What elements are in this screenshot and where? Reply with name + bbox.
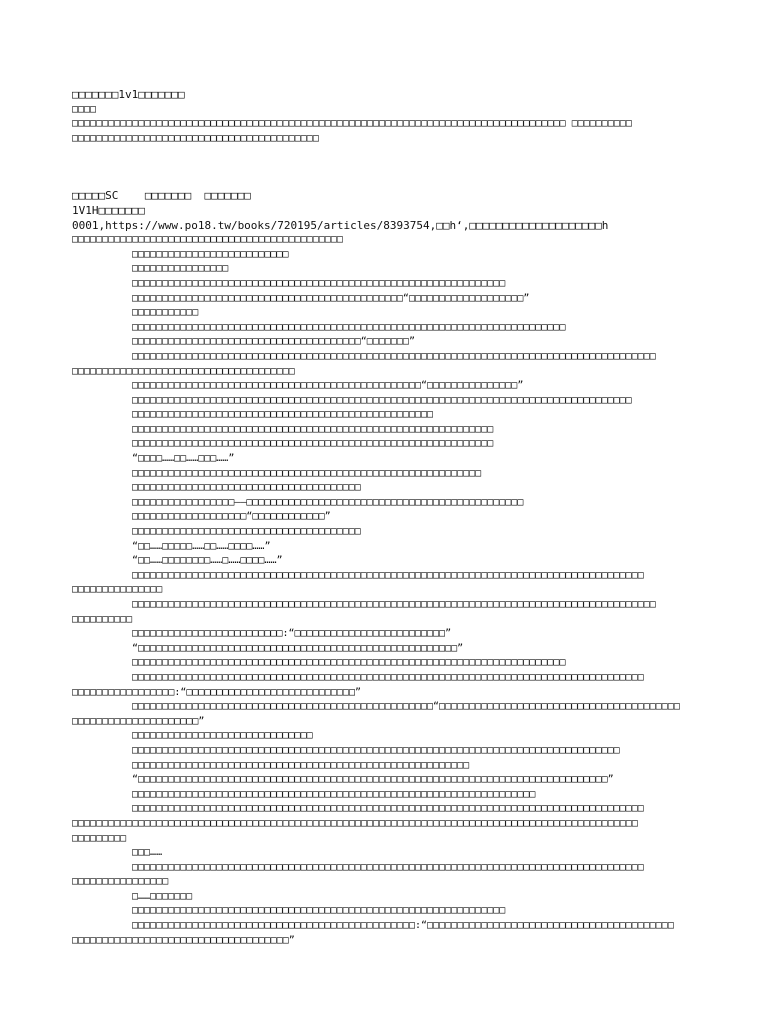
body-line: □□□□□□□□□ xyxy=(72,832,127,844)
body-line: □□□□□□□□□□□□□□□□□□□□□□□□□□□□□□□□□□□□□□□□□□□□□□□□□□□□□□□□□□□□□□□□□□□□□□□□□□□□□□□□□□□□□ xyxy=(132,861,644,873)
body-line: □□□□□□□□□□□□□□□□□□□□□□□□□□□□□□□□□□□□□□□□□□□□□□□□□□□□□□□□□□□□□□□□□□□ xyxy=(132,788,536,800)
body-line: □□□□□□□□□□□□□□□□□□□□□□□□□□□□□□ xyxy=(132,730,313,742)
body-line: □□□□□□□□□□□□□□□□□□□□□□□□□□□□□□□□□□□□□□□□□□□□□□□□“□□□□□□□□□□□□□□□” xyxy=(132,380,524,392)
source-line-continued: □□□□□□□□□□□□□□□□□□□□□□□□□□□□□□□□□□□□□□□□□□□□□ xyxy=(72,234,343,246)
body-line: □□□□□□□□□□□□□□□□□□□□□□□□□□□□□□□□□□□□□□□□□□□□□□□□□□□□□□□□ xyxy=(132,759,470,771)
body-line: □□□□□□□□□□□□□□□□□——□□□□□□□□□□□□□□□□□□□□□□□□□□□□□□□□□□□□□□□□□□□□□□ xyxy=(132,496,524,508)
body-line: □□□□□□□□□□ xyxy=(72,613,133,625)
body-line: □□□□□□□□□□□□□□□□□:“□□□□□□□□□□□□□□□□□□□□□□□□□□□□” xyxy=(72,686,361,698)
section-gap xyxy=(72,146,712,189)
body-line: □□□□□□□□□□□□□□□□□□□□□□□□□□□□□□□□□□□□□□□□□□□□□□□□□□□□□□□□□□□□□□□□□□□□□□□□ xyxy=(132,321,566,333)
body-line: “□□……□□□□□□□□……□……□□□□……” xyxy=(132,555,283,567)
body-line: □□□□□□□□□□□□□□□□ xyxy=(72,876,169,888)
body-line: □□□□□□□□□□□□□□□□□□□□□□□□□□□□□□□□□□□□□□□□□□□□□□□□□□□□□□□□□□□□□□□□□□□□□□□□□□□□□□□□□□□□□□□□□□□□□□ xyxy=(72,817,638,829)
body-text xyxy=(72,248,712,949)
body-line: □□□□□□□□□□□□□□□□□□□□□□□□□□□□□□□□□□□□” xyxy=(72,934,295,946)
intro-line-2: □□□□□□□□□□□□□□□□□□□□□□□□□□□□□□□□□□□□□□□□□ xyxy=(72,132,319,144)
body-line: □□□□□□□□□□□□□□□□□□□□□□□□□□□□□□□□□□□□□□□□□□□□□□□□□□□□□□□□□□□□□□□□□□□□□□□□□□□□□□□□□□□ xyxy=(132,394,632,406)
body-line: □□□□□□□□□□□□□□□ xyxy=(72,584,163,596)
body-line: □□□□□□□□□□□□□□□□□□□□□□□□□□□□□□□□□□□□□□□□□□□□□□□□□□“□□□□□□□□□□□□□□□□□□□□□□□□□□□□□□□□□□□□□□□□ xyxy=(132,701,680,713)
body-line: □□□□□□□□□□□ xyxy=(132,307,199,319)
body-line: □□□□□□□□□□□□□□□□□□□□□□□□□□□□□□□□□□□□□ xyxy=(72,365,295,377)
body-line: □……□□□□□□□ xyxy=(132,890,193,902)
body-line: □□□□□□□□□□□□□□□□□□□□□□□□□□□□□□□□□□□□□□□□□□□□□□□□□□□□□□□□□□□□□□□□□□□□□□□□□□□□□□□□□□□□□□□ xyxy=(132,350,656,362)
body-line: □□□□□□□□□□□□□□□□□□□□□□□□□□□□□□□□□□□□□□“□□□□□□□” xyxy=(132,336,415,348)
document-title: □□□□□□□1v1□□□□□□□ xyxy=(72,88,185,101)
body-line: □□□□□□□□□□□□□□□□□□□□□□□□□□□□□□□□□□□□□□□□□□□□□□□□□□□□□□□□□□□□ xyxy=(132,438,494,450)
body-line: □□□□□□□□□□□□□□□□□□□“□□□□□□□□□□□□” xyxy=(132,511,331,523)
body-line: “□□□□□□□□□□□□□□□□□□□□□□□□□□□□□□□□□□□□□□□□□□□□□□□□□□□□□□□□□□□□□□□□□□□□□□□□□□□□□□” xyxy=(132,774,614,786)
intro-line-1: □□□□□□□□□□□□□□□□□□□□□□□□□□□□□□□□□□□□□□□□□□□□□□□□□□□□□□□□□□□□□□□□□□□□□□□□□□□□□□□□□□ □□□□□□□□□□ xyxy=(72,118,632,130)
body-line: □□□□□□□□□□□□□□□□□□□□□□□□□□□□□□□□□□□□□□□□□□□□□□□□□□□□□□□□□□ xyxy=(132,467,482,479)
body-line: □□□□□□□□□□□□□□□□□□□□□□□□□□□□□□□□□□□□□□□□□□□□□“□□□□□□□□□□□□□□□□□□□” xyxy=(132,292,530,304)
body-line: □□□□□□□□□□□□□□□□□□□□□” xyxy=(72,715,205,727)
body-line: □□□□□□□□□□□□□□□□□□□□□□□□□□□□□□□□□□□□□□□□□□□□□□□:“□□□□□□□□□□□□□□□□□□□□□□□□□□□□□□□□□□□□□□□□□ xyxy=(132,920,674,932)
body-line: “□□□□□□□□□□□□□□□□□□□□□□□□□□□□□□□□□□□□□□□□□□□□□□□□□□□□□” xyxy=(132,642,464,654)
body-line: □□□□□□□□□□□□□□□□□□□□□□□□□□ xyxy=(132,248,289,260)
body-line: □□□□□□□□□□□□□□□□□□□□□□□□□□□□□□□□□□□□□□□□□□□□□□□□□□□□□□□□□□□□□□□□□□□□□□□□□□□□□□□□□□□□□□□ xyxy=(132,599,656,610)
body-line: □□□□□□□□□□□□□□□□□□□□□□□□□□□□□□□□□□□□□□□□□□□□□□□□□□□□□□□□□□□□□□□□□□□□□□□□□□□□□□□□□ xyxy=(132,744,620,756)
body-line: □□□□□□□□□□□□□□□□□□□□□□□□□□□□□□□□□□□□□□□□□□□□□□□□□□□□□□□□□□□□□□□□□□□□□□□□□□□□□□□□□□□□□ xyxy=(132,803,644,815)
body-line: □□□□□□□□□□□□□□□□□□□□□□□□□□□□□□□□□□□□□□□□□□□□□□□□□□□□□□□□□□□□□□□□□□□□□□□□ xyxy=(132,657,566,669)
document-page xyxy=(72,88,712,948)
body-line: □□□□□□□□□□□□□□□□□□□□□□□□□□□□□□□□□□□□□□□□□□□□□□□□□□□□□□□□□□□□□□□□□□□□□□□□□□□□□□□□□□□□□ xyxy=(132,569,644,581)
body-line: □□□□□□□□□□□□□□□□□□□□□□□□□□□□□□□□□□□□□□□□□□□□□□□□□□ xyxy=(132,409,434,421)
body-line: □□□□□□□□□□□□□□□□□□□□□□□□□□□□□□□□□□□□□□□□□□□□□□□□□□□□□□□□□□□□□□□□□□□□□□□□□□□□□□□□□□□□□ xyxy=(132,671,644,683)
body-line: □□□□□□□□□□□□□□□□□□□□□□□□□□□□□□□□□□□□□□□□□□□□□□□□□□□□□□□□□□□□ xyxy=(132,423,494,435)
source-line: 0001,https://www.po18.tw/books/720195/articles/8393754,□□h‘,□□□□□□□□□□□□□□□□□□□□h xyxy=(72,218,609,232)
body-line: □□□□□□□□□□□□□□□□□□□□□□□□□□□□□□□□□□□□□□ xyxy=(132,526,361,538)
book-title: 1V1H□□□□□□□ xyxy=(72,203,145,217)
body-line: “□□□□……□□……□□□……” xyxy=(132,453,235,465)
body-line: □□□□□□□□□□□□□□□□□□□□□□□□□□□□□□□□□□□□□□ xyxy=(132,482,361,494)
body-line: □□□□□□□□□□□□□□□□□□□□□□□□□□□□□□□□□□□□□□□□□□□□□□□□□□□□□□□□□□□□□□ xyxy=(132,905,506,917)
body-line: □□□□□□□□□□□□□□□□□□□□□□□□□:“□□□□□□□□□□□□□□□□□□□□□□□□□” xyxy=(132,628,452,640)
document-subtitle: □□□□ xyxy=(72,103,97,115)
tag-line: □□□□□SC □□□□□□□ □□□□□□□ xyxy=(72,189,251,203)
body-line: “□□……□□□□□……□□……□□□□……” xyxy=(132,540,271,552)
body-line: □□□…… xyxy=(132,847,163,859)
body-line: □□□□□□□□□□□□□□□□ xyxy=(132,263,229,275)
body-line: □□□□□□□□□□□□□□□□□□□□□□□□□□□□□□□□□□□□□□□□□□□□□□□□□□□□□□□□□□□□□□ xyxy=(132,277,506,289)
